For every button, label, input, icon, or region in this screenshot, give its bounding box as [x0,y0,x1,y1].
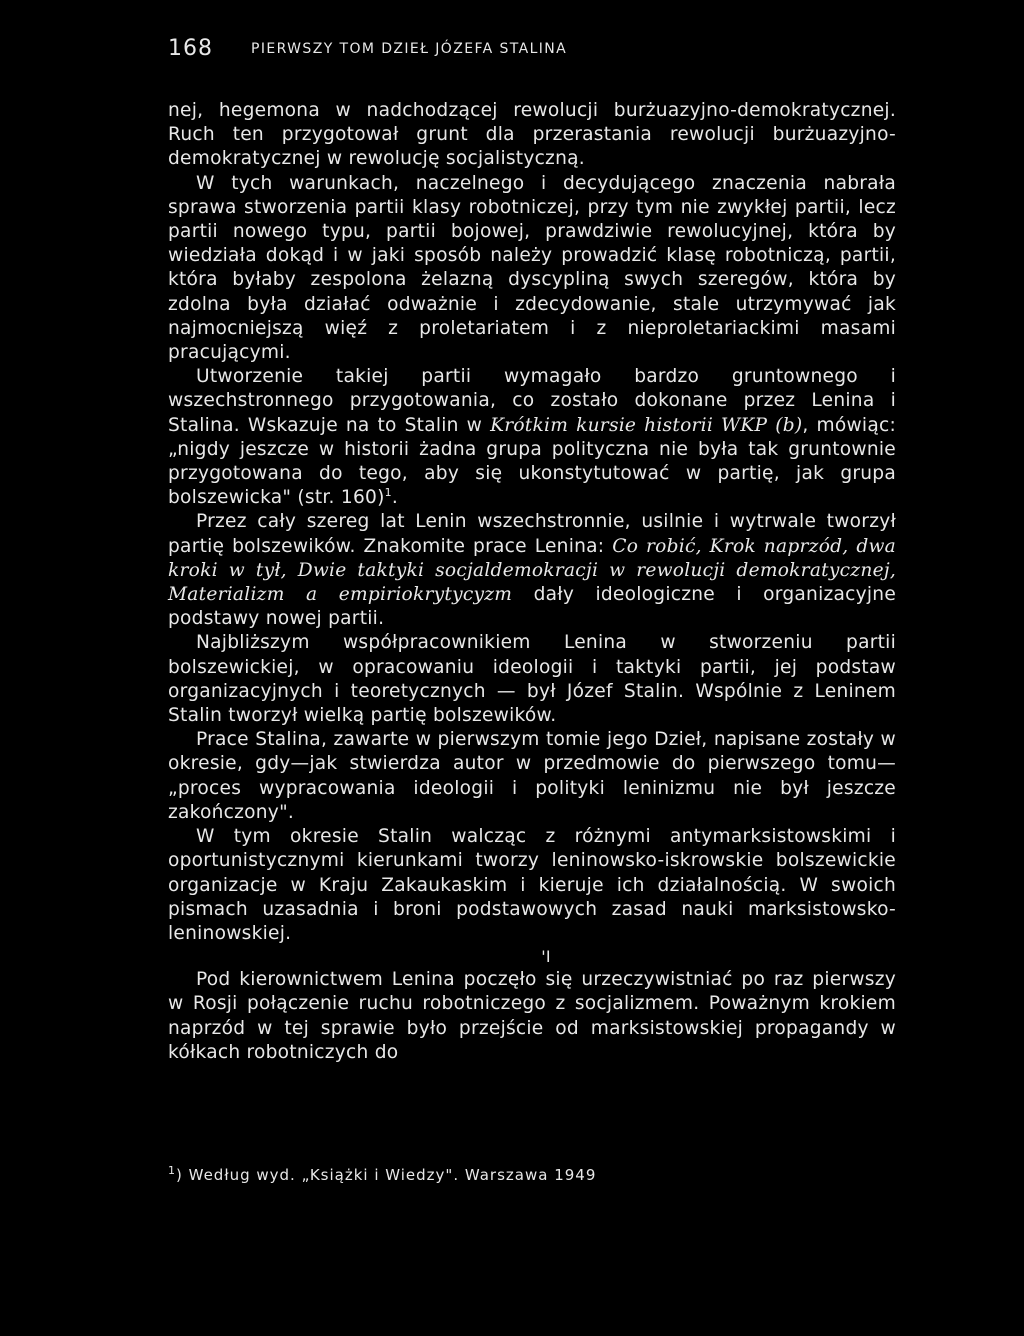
paragraph-closest-collaborator: Najbliższym współpracownikiem Lenina w stworzeniu partii bolszewickiej, w opracowaniu ideologii i taktyki partii, jej podstaw organizacyjnych i teoretycznych — był Józef Stalin. Wspólnie z Leninem Stalin tworzył wielką partię bolszewików. [168,632,896,727]
running-title: PIERWSZY TOM DZIEŁ JÓZEFA STALINA [251,40,568,57]
paragraph-lenin-works [168,510,896,631]
paragraph-text: Utworzenie takiej partii wymagało bardzo gruntownego i wszechstronnego przygotowania, co zostało dokonane przez Lenina i Stalina. Wskazuje na to Stalin w [168,366,896,436]
quotation-text: , mówiąc: „nigdy jeszcze w historii żadna grupa polityczna nie była tak gruntownie przygotowana do tego, aby się ukonstytutować w partię, jak grupa bolszewicka" (str. 160) [168,414,896,509]
book-title-short-course: Krótkim kursie historii WKP (b) [490,414,803,436]
footnote-reference: 1 [384,486,392,500]
footnote-mark: 1 [168,1164,176,1177]
paragraph-struggle: W tym okresie Stalin walcząc z różnymi antymarksistowskimi i oportunistycznymi kierunkami tworzy leninowsko-iskrowskie bolszewickie organizacje w Kraju Zakaukaskim i kieruje ich działalnością. W swoich pismach uzasadnia i broni podstawowych zasad nauki marksistowsko-leninowskiej. [168,826,896,944]
paragraph-party-of-new-type: W tych warunkach, naczelnego i decydującego znaczenia nabrała sprawa stworzenia partii klasy robotniczej, przy tym nie zwykłej partii, lecz partii nowego typu, partii bojowej, prawdziwie rewolucyjnej, która by wiedziała dokąd i w jaki sposób należy prowadzić klasę robotniczą, partii, która byłaby zespolona żelazną dyscypliną swych szeregów, która by zdolna była działać odważnie i zdecydowanie, stale utrzymywać jak najmocniejszą więź z proletariatem i z nieproletariackimi masami pracującymi. [168,172,896,364]
paragraph-text: Przez cały szereg lat Lenin wszechstronnie, usilnie i wytrwale tworzył partię bolszewików. Znakomite prace Lenina: [168,511,896,557]
footnote-text: ) Według wyd. „Książki i Wiedzy". Warszawa 1949 [176,1166,597,1184]
paragraph-text-end: . [391,487,399,509]
footnote [168,1166,896,1184]
page-number: 168 [168,36,213,61]
body-text [168,99,896,1065]
paragraph-text-end: dały ideologiczne i organizacyjne podstawy nowej partii. [168,584,897,630]
paragraph-creation-of-party [168,365,896,510]
paragraph-continuation: nej, hegemona w nadchodzącej rewolucji burżuazyjno-demokratycznej. Ruch ten przygotował grunt dla przerastania rewolucji burżuazyjno-demokratycznej w rewolucję socjalistyczną. [168,100,896,170]
running-header [168,36,728,66]
lenin-work-titles: Co robić, Krok naprzód, dwa kroki w tył, Dwie taktyki socjaldemokracji w rewolucji demokratycznej, Materializm a empiriokrytycyzm [168,535,897,606]
section-mark: 'I [541,947,551,967]
paragraph-first-volume: Prace Stalina, zawarte w pierwszym tomie jego Dzieł, napisane zostały w okresie, gdy—jak stwierdza autor w przedmowie do pierwszego tomu— „proces wypracowania ideologii i polityki leninizmu nie był jeszcze zakończony". [168,729,896,823]
paragraph-socialism-union: Pod kierownictwem Lenina poczęło się urzeczywistniać po raz pierwszy w Rosji połączenie ruchu robotniczego z socjalizmem. Poważnym krokiem naprzód w tej sprawie było przejście od marksistowskiej propagandy w kółkach robotniczych do [168,969,896,1063]
